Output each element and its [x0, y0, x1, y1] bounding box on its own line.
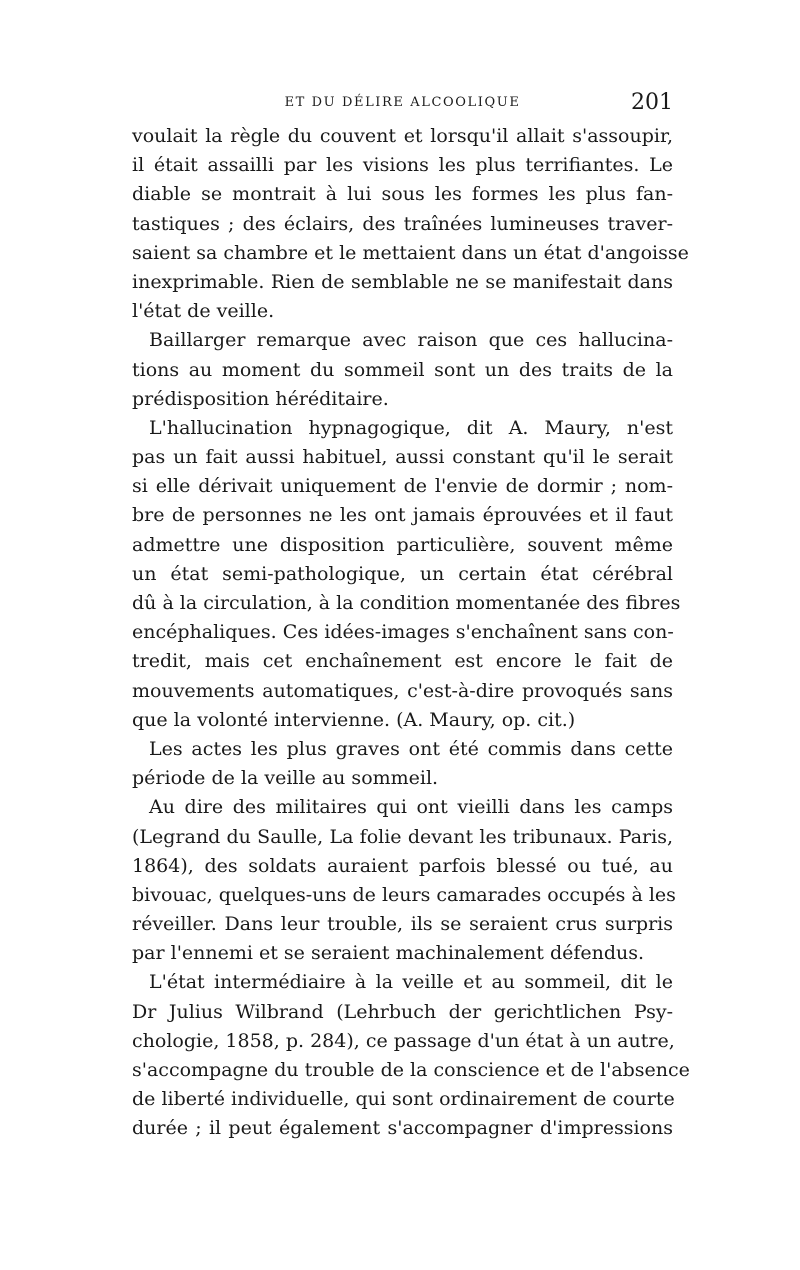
text-line: bre de personnes ne les ont jamais éprouvées et il faut	[132, 504, 673, 527]
text-line: tastiques ; des éclairs, des traînées lumineuses traver-	[132, 212, 673, 235]
text-line: durée ; il peut également s'accompagner d'impressions	[132, 1117, 673, 1140]
text-line: si elle dérivait uniquement de l'envie de dormir ; nom-	[132, 475, 673, 498]
paragraph-first-line: Au dire des militaires qui ont vieilli dans les camps	[149, 796, 673, 819]
text-line: encéphaliques. Ces idées-images s'enchaînent sans con-	[132, 621, 674, 644]
running-title: ET DU DÉLIRE ALCOOLIQUE	[284, 95, 521, 110]
text-line: période de la veille au sommeil.	[132, 767, 439, 790]
text-line: voulait la règle du couvent et lorsqu'il allait s'assoupir,	[132, 125, 673, 147]
text-line: Dr Julius Wilbrand (Lehrbuch der gerichtlichen Psy-	[132, 1000, 673, 1023]
text-line: prédisposition héréditaire.	[132, 387, 389, 410]
text-line: l'état de veille.	[132, 300, 275, 323]
text-line: saient sa chambre et le mettaient dans un état d'angoisse	[132, 241, 689, 264]
text-line: admettre une disposition particulière, souvent même	[132, 533, 673, 556]
text-line: s'accompagne du trouble de la conscience et de l'absence	[132, 1059, 690, 1081]
text-line: un état semi-pathologique, un certain état cérébral	[132, 562, 673, 585]
text-line: tions au moment du sommeil sont un des traits de la	[132, 358, 673, 381]
text-line: réveiller. Dans leur trouble, ils se seraient crus surpris	[132, 913, 673, 936]
text-line: 1864), des soldats auraient parfois blessé ou tué, au	[132, 854, 673, 877]
paragraph-first-line: Baillarger remarque avec raison que ces hallucina-	[149, 329, 673, 352]
text-line: il était assailli par les visions les plus terrifiantes. Le	[132, 154, 673, 177]
text-line: dû à la circulation, à la condition momentanée des fibres	[132, 592, 681, 614]
text-line: que la volonté intervienne. (A. Maury, op. cit.)	[132, 708, 576, 731]
body-text	[132, 122, 690, 1144]
text-line: par l'ennemi et se seraient machinalement défendus.	[132, 942, 645, 965]
paragraph-first-line: Les actes les plus graves ont été commis dans cette	[149, 737, 673, 760]
text-line: bivouac, quelques-uns de leurs camarades occupés à les	[132, 883, 676, 906]
text-line: de liberté individuelle, qui sont ordinairement de courte	[132, 1088, 675, 1111]
text-line: (Legrand du Saulle, La folie devant les tribunaux. Paris,	[132, 825, 673, 848]
text-line: diable se montrait à lui sous les formes les plus fan-	[132, 183, 673, 206]
running-header	[132, 88, 673, 118]
text-line: inexprimable. Rien de semblable ne se manifestait dans	[132, 270, 673, 293]
text-line: tredit, mais cet enchaînement est encore le fait de	[132, 650, 673, 673]
text-line: mouvements automatiques, c'est-à-dire provoqués sans	[132, 679, 673, 702]
paragraph-first-line: L'état intermédiaire à la veille et au sommeil, dit le	[149, 971, 673, 994]
text-line: chologie, 1858, p. 284), ce passage d'un état à un autre,	[132, 1029, 675, 1052]
text-line: pas un fait aussi habituel, aussi constant qu'il le serait	[132, 446, 673, 469]
paragraph-first-line: L'hallucination hypnagogique, dit A. Maury, n'est	[149, 416, 673, 439]
page-number: 201	[631, 90, 673, 115]
